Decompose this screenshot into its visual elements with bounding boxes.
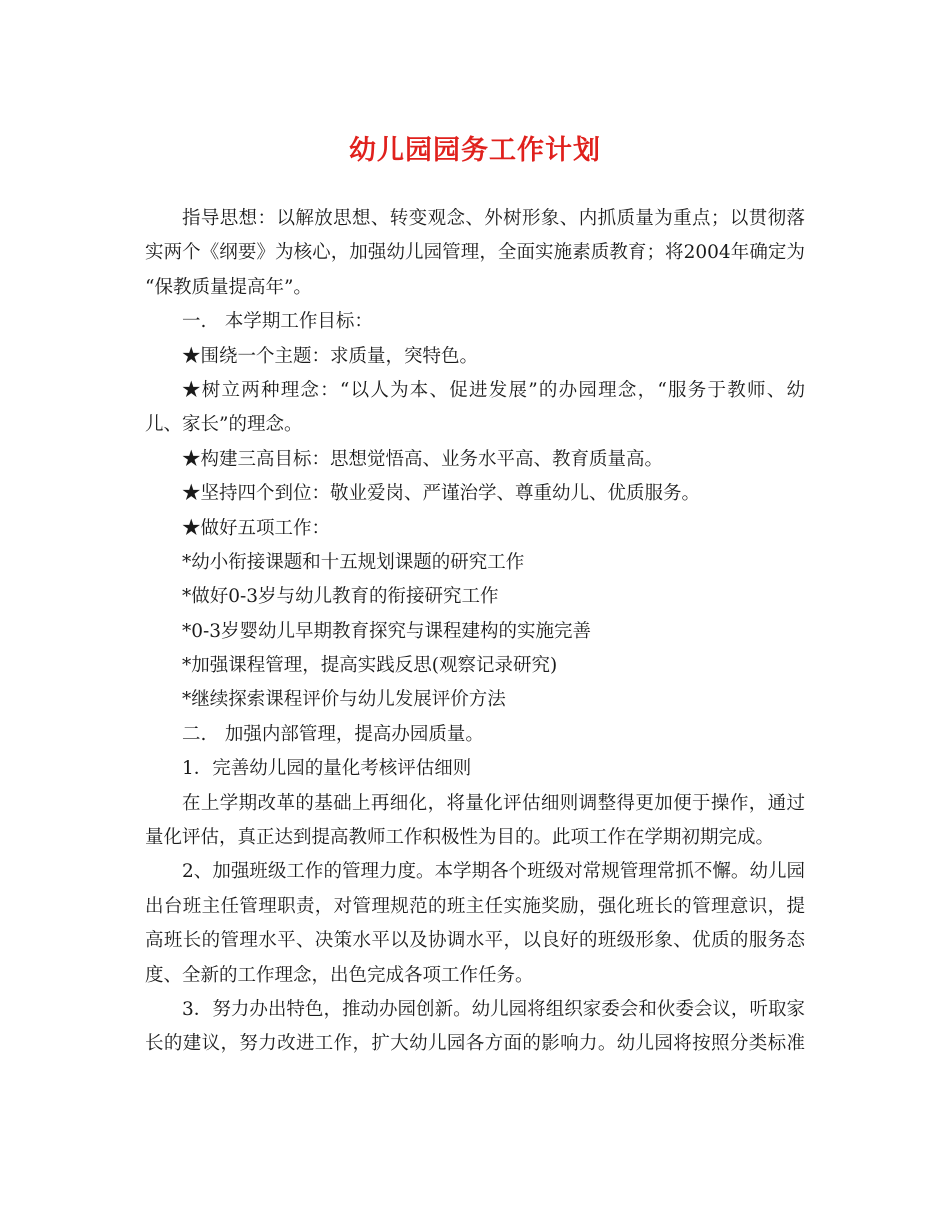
text-line: ★构建三高目标：思想觉悟高、业务水平高、教育质量高。 bbox=[182, 448, 664, 470]
text-line: 2、加强班级工作的管理力度。本学期各个班级对常规管理常抓不懈。幼儿园 bbox=[182, 861, 805, 883]
document-body bbox=[145, 202, 805, 1062]
document-title: 幼儿园园务工作计划 bbox=[349, 135, 601, 166]
text-line: 二. 加强内部管理，提高办园质量。 bbox=[182, 723, 484, 745]
text-line: “保教质量提高年”。 bbox=[145, 276, 312, 298]
text-line: 高班长的管理水平、决策水平以及协调水平，以良好的班级形象、优质的服务态 bbox=[145, 930, 805, 952]
text-line: ★树立两种理念：“以人为本、促进发展”的办园理念，“服务于教师、幼 bbox=[182, 379, 805, 401]
text-line: *继续探索课程评价与幼儿发展评价方法 bbox=[182, 689, 506, 711]
text-line: ★围绕一个主题：求质量，突特色。 bbox=[182, 345, 479, 367]
text-line: 在上学期改革的基础上再细化，将量化评估细则调整得更加便于操作，通过 bbox=[182, 792, 805, 814]
text-line: 长的建议，努力改进工作，扩大幼儿园各方面的影响力。幼儿园将按照分类标准 bbox=[145, 1033, 805, 1055]
text-line: 实两个《纲要》为核心，加强幼儿园管理，全面实施素质教育；将2004年确定为 bbox=[145, 242, 805, 264]
text-line: 1．完善幼儿园的量化考核评估细则 bbox=[182, 758, 472, 780]
text-line: *做好0-3岁与幼儿教育的衔接研究工作 bbox=[182, 586, 499, 608]
text-line: 度、全新的工作理念，出色完成各项工作任务。 bbox=[145, 964, 534, 986]
text-line: 量化评估，真正达到提高教师工作积极性为目的。此项工作在学期初期完成。 bbox=[145, 827, 775, 849]
text-line: 儿、家长”的理念。 bbox=[145, 414, 303, 436]
text-line: 指导思想：以解放思想、转变观念、外树形象、内抓质量为重点；以贯彻落 bbox=[182, 208, 805, 229]
text-line: ★做好五项工作： bbox=[182, 517, 331, 539]
text-line: *幼小衔接课题和十五规划课题的研究工作 bbox=[182, 551, 525, 573]
text-line: 3．努力办出特色，推动办园创新。幼儿园将组织家委会和伙委会议，听取家 bbox=[182, 998, 805, 1020]
text-line: 出台班主任管理职责，对管理规范的班主任实施奖励，强化班长的管理意识，提 bbox=[145, 895, 805, 917]
text-line: *加强课程管理，提高实践反思(观察记录研究) bbox=[182, 655, 558, 677]
text-line: *0-3岁婴幼儿早期教育探究与课程建构的实施完善 bbox=[182, 620, 592, 642]
text-line: 一. 本学期工作目标： bbox=[182, 311, 373, 333]
text-line: ★坚持四个到位：敬业爱岗、严谨治学、尊重幼儿、优质服务。 bbox=[182, 483, 701, 505]
